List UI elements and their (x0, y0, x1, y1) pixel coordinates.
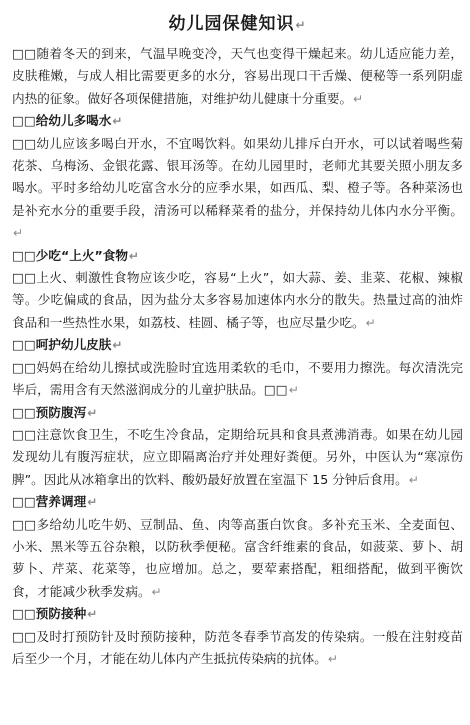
section-body-skin-care: □□妈妈在给幼儿擦拭或洗脸时宜选用柔软的毛巾，不要用力擦洗。每次清洗完毕后，需用含有天然滋润成分的儿童护肤品。□□↵ (12, 359, 463, 398)
paragraph-mark-icon: ↵ (13, 226, 24, 241)
paragraph-mark-icon: ↵ (288, 383, 299, 398)
paragraph-mark-icon: ↵ (327, 651, 338, 666)
paragraph-mark-icon: ↵ (112, 114, 123, 129)
section-body-prevent-diarrhea: □□注意饮食卫生，不吃生冷食品，定期给玩具和食具煮沸消毒。如果在幼儿园发现幼儿有腹泻症状，应立即隔离治疗并处理好粪便。另外，中医认为“寒凉伤脾”。因此从冰箱拿出的饮料、酸奶最好放置在室温下 15 分钟后食用。↵ (12, 426, 463, 487)
paragraph-mark-icon: ↵ (365, 315, 376, 330)
paragraph-mark-icon: ↵ (112, 338, 123, 353)
document-title: 幼儿园保健知识↵ (168, 14, 307, 34)
paragraph-mark-icon: ↵ (128, 248, 139, 263)
section-heading-nutrition: □□营养调理↵ (12, 494, 98, 510)
section-heading-drink-water: □□给幼儿多喝水↵ (12, 113, 123, 129)
intro-paragraph: □□随着冬天的到来，气温早晚变冷，天气也变得干燥起来。幼儿适应能力差，皮肤稚嫩，与成人相比需要更多的水分，容易出现口干舌燥、便秘等一系列阴虚内热的征象。做好各项保健措施，对维护幼儿健康十分重要。↵ (12, 46, 463, 106)
paragraph-mark-icon: ↵ (295, 18, 307, 32)
paragraph-mark-icon: ↵ (87, 607, 98, 622)
paragraph-mark-icon: ↵ (87, 495, 98, 510)
section-heading-prevent-diarrhea: □□预防腹泻↵ (12, 404, 98, 420)
paragraph-mark-icon: ↵ (151, 584, 162, 599)
paragraph-mark-icon: ↵ (408, 472, 419, 487)
section-heading-vaccination: □□预防接种↵ (12, 606, 98, 622)
section-body-avoid-heaty-food: □□上火、刺激性食物应该少吃，容易“上火”，如大蒜、姜、韭菜、花椒、辣椒等。少吃偏咸的食品，因为盐分太多容易加速体内水分的散失。热量过高的油炸食品和一些热性水果，如荔枝、桂圆、橘子等，也应尽量少吃。↵ (12, 270, 463, 330)
section-body-nutrition: □□多给幼儿吃牛奶、豆制品、鱼、肉等高蛋白饮食。多补充玉米、全麦面包、小米、黑米等五谷杂粮，以防秋季便秘。富含纤维素的食品，如菠菜、萝卜、胡萝卜、芹菜、花菜等，也应增加。总之，要荤素搭配，粗细搭配，做到平衡饮食，才能减少秋季发病。↵ (12, 516, 463, 599)
section-heading-avoid-heaty-food: □□少吃“上火”食物↵ (12, 247, 139, 263)
paragraph-mark-icon: ↵ (353, 91, 364, 106)
section-body-drink-water: □□幼儿应该多喝白开水，不宜喝饮料。如果幼儿排斥白开水，可以试着喝些菊花茶、乌梅汤、金银花露、银耳汤等。在幼儿园里时，老师尤其要关照小朋友多喝水。平时多给幼儿吃富含水分的应季水果，如西瓜、梨、橙子等。各种菜汤也是补充水分的重要手段，清汤可以稀释菜肴的盐分，并保持幼儿体内水分平衡。↵ (12, 135, 463, 241)
section-heading-skin-care: □□呵护幼儿皮肤↵ (12, 337, 123, 353)
section-body-vaccination: □□及时打预防针及时预防接种，防范冬春季节高发的传染病。一般在注射疫苗后至少一个月，才能在幼儿体内产生抵抗传染病的抗体。↵ (12, 628, 463, 666)
paragraph-mark-icon: ↵ (87, 405, 98, 420)
